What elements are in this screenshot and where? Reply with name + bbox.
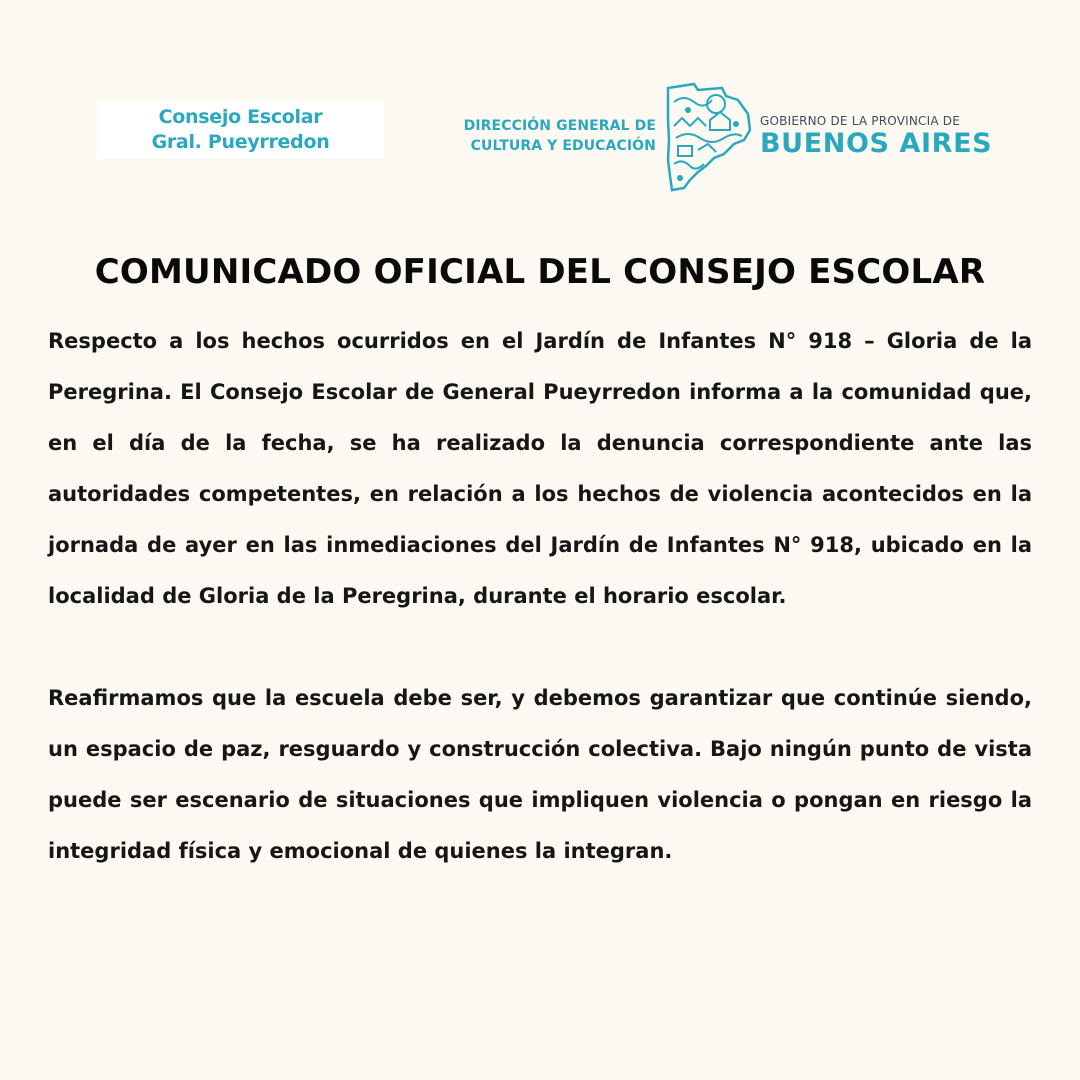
communique-body [48,316,1032,877]
page-title: COMUNICADO OFICIAL DEL CONSEJO ESCOLAR [94,252,986,292]
buenos-aires-map-icon [664,80,752,192]
header [0,0,1080,200]
paragraph-2: Reafirmamos que la escuela debe ser, y debemos garantizar que continúe siendo, un espacio de paz, resguardo y construcción colectiva. Bajo ningún punto de vista puede ser escenario de situaciones que impliquen violencia o pongan en riesgo la integridad física y emocional de quienes la integran. [48,686,1032,863]
consejo-logo-line2: Gral. Pueyrredon [151,131,330,153]
pba-logo-big: BUENOS AIRES [760,128,993,159]
dgce-logo-line1: DIRECCIÓN GENERAL DE [463,118,656,134]
consejo-logo-line1: Consejo Escolar [158,106,323,128]
pba-logo-small: GOBIERNO DE LA PROVINCIA DE [760,114,960,128]
gobierno-pba-logo [760,114,992,160]
consejo-escolar-logo [97,101,384,159]
paragraph-1: Respecto a los hechos ocurridos en el Jardín de Infantes N° 918 – Gloria de la Peregrina. El Consejo Escolar de General Pueyrredon informa a la comunidad que, en el día de la fecha, se ha realizado la denuncia correspondiente ante las autoridades competentes, en relación a los hechos de violencia acontecidos en la jornada de ayer en las inmediaciones del Jardín de Infantes N° 918, ubicado en la localidad de Gloria de la Peregrina, durante el horario escolar. [48,329,1032,608]
dgce-logo-line2: CULTURA Y EDUCACIÓN [470,138,656,154]
dgce-logo [420,116,656,156]
